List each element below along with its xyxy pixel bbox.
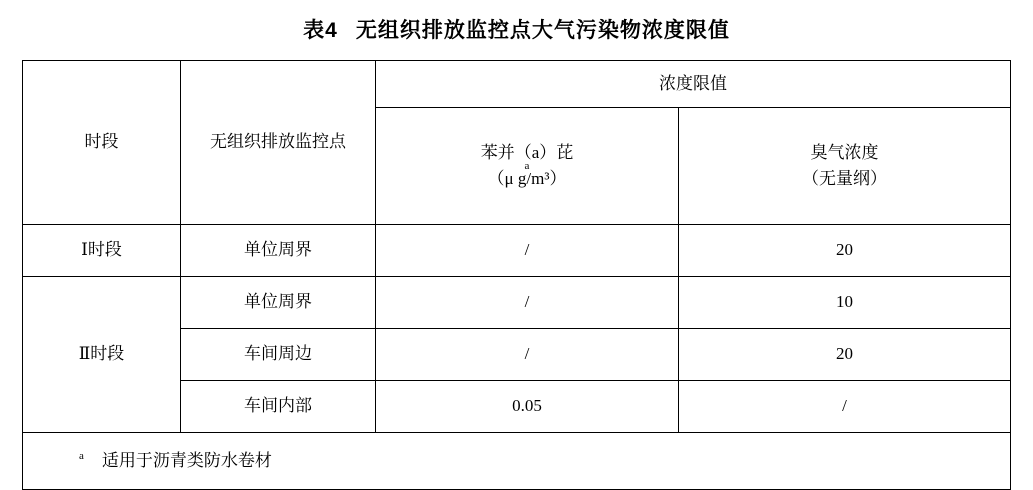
- header-monitoring-point: 无组织排放监控点: [181, 61, 376, 225]
- header-odor-name: 臭气浓度: [810, 142, 879, 162]
- header-odor-unit: （无量纲）: [802, 169, 887, 188]
- table-row: [23, 225, 1011, 277]
- row-period: Ⅱ时段: [23, 277, 181, 433]
- table-footnote-row: [23, 433, 1011, 490]
- emission-limits-table: [22, 60, 1011, 490]
- table-header-row-1: [23, 61, 1011, 108]
- row-point: 单位周界: [181, 225, 376, 277]
- header-odor-concentration: [679, 108, 1011, 225]
- table-row: [23, 277, 1011, 329]
- footnote-text: 适用于沥青类防水卷材: [101, 450, 272, 470]
- row-odor-value: 20: [679, 329, 1011, 381]
- table-title: [0, 0, 1033, 60]
- header-benzoapyrene-unit: （μ g/m³）: [487, 169, 567, 188]
- footnote-marker: a: [79, 450, 84, 463]
- table-title-text: 无组织排放监控点大气污染物浓度限值: [355, 19, 730, 42]
- row-point: 车间周边: [181, 329, 376, 381]
- row-period: Ⅰ时段: [23, 225, 181, 277]
- row-bap-value: /: [376, 225, 679, 277]
- header-benzoapyrene: [376, 108, 679, 225]
- row-odor-value: /: [679, 381, 1011, 433]
- header-concentration-limit: 浓度限值: [376, 61, 1011, 108]
- table-footnote: [23, 433, 1011, 490]
- row-odor-value: 20: [679, 225, 1011, 277]
- row-point: 单位周界: [181, 277, 376, 329]
- header-benzoapyrene-name: 苯并（a）芘 a: [480, 142, 574, 172]
- header-period: 时段: [23, 61, 181, 225]
- row-point: 车间内部: [181, 381, 376, 433]
- table-title-label: 表4: [303, 19, 338, 42]
- row-bap-value: 0.05: [376, 381, 679, 433]
- row-odor-value: 10: [679, 277, 1011, 329]
- row-bap-value: /: [376, 329, 679, 381]
- row-bap-value: /: [376, 277, 679, 329]
